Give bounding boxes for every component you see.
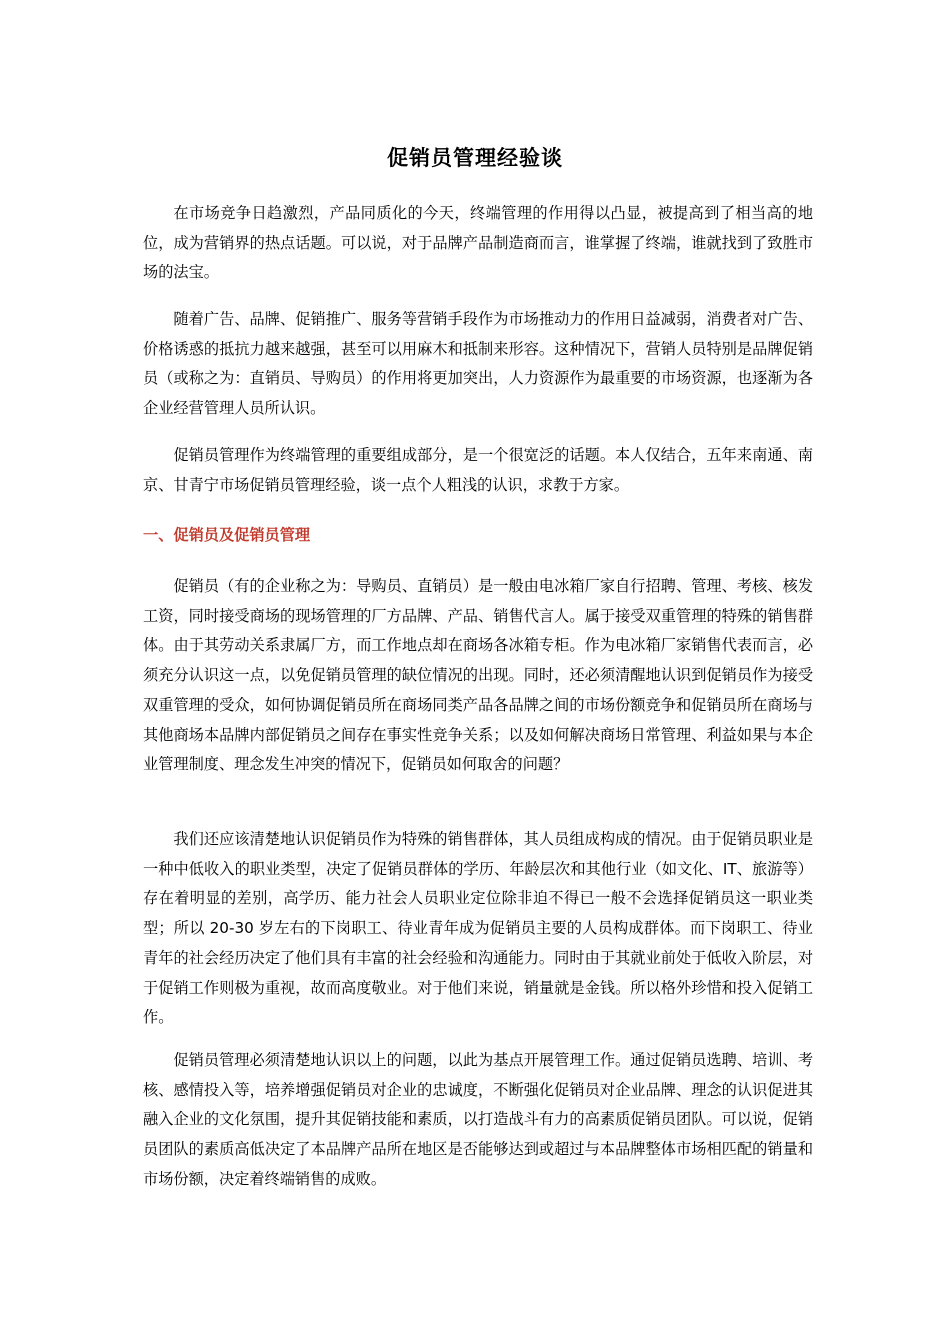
paragraph-background: 随着广告、品牌、促销推广、服务等营销手段作为市场推动力的作用日益减弱，消费者对广告、价格诱惑的抵抗力越来越强，甚至可以用麻木和抵制来形容。这种情况下，营销人员特别是品牌促销员（或称之为：直销员、导购员）的作用将更加突出，人力资源作为最重要的市场资源，也逐渐为各企业经营管理人员所认识。 xyxy=(143,310,813,418)
document-title: 促销员管理经验谈 xyxy=(387,146,563,170)
section-heading: 一、促销员及促销员管理 xyxy=(143,526,311,544)
paragraph-management: 促销员管理必须清楚地认识以上的问题，以此为基点开展管理工作。通过促销员选聘、培训、考核、感情投入等，培养增强促销员对企业的忠诚度，不断强化促销员对企业品牌、理念的认识促进其融入企业的文化氛围，提升其促销技能和素质，以打造战斗有力的高素质促销员团队。可以说，促销员团队的素质高低决定了本品牌产品所在地区是否能够达到或超过与本品牌整体市场相匹配的销量和市场份额，决定着终端销售的成败。 xyxy=(143,1051,813,1188)
paragraph-definition: 促销员（有的企业称之为：导购员、直销员）是一般由电冰箱厂家自行招聘、管理、考核、核发工资，同时接受商场的现场管理的厂方品牌、产品、销售代言人。属于接受双重管理的特殊的销售群体。由于其劳动关系隶属厂方，而工作地点却在商场各冰箱专柜。作为电冰箱厂家销售代表而言，必须充分认识这一点，以免促销员管理的缺位情况的出现。同时，还必须清醒地认识到促销员作为接受双重管理的受众，如何协调促销员所在商场同类产品各品牌之间的市场份额竞争和促销员所在商场与其他商场本品牌内部促销员之间存在事实性竞争关系；以及如何解决商场日常管理、利益如果与本企业管理制度、理念发生冲突的情况下，促销员如何取舍的问题？ xyxy=(143,577,813,774)
paragraph-composition: 我们还应该清楚地认识促销员作为特殊的销售群体，其人员组成构成的情况。由于促销员职业是一种中低收入的职业类型，决定了促销员群体的学历、年龄层次和其他行业（如文化、IT、旅游等）存在着明显的差别，高学历、能力社会人员职业定位除非迫不得已一般不会选择促销员这一职业类型；所以 20-30 岁左右的下岗职工、待业青年成为促销员主要的人员构成群体。而下岗职工、待业青年的社会经历决定了他们具有丰富的社会经验和沟通能力。同时由于其就业前处于低收入阶层，对于促销工作则极为重视，故而高度敬业。对于他们来说，销量就是金钱。所以格外珍惜和投入促销工作。 xyxy=(143,830,813,1027)
paragraph-intro: 在市场竞争日趋激烈，产品同质化的今天，终端管理的作用得以凸显，被提高到了相当高的地位，成为营销界的热点话题。可以说，对于品牌产品制造商而言，谁掌握了终端，谁就找到了致胜市场的法宝。 xyxy=(143,204,813,282)
paragraph-scope: 促销员管理作为终端管理的重要组成部分，是一个很宽泛的话题。本人仅结合，五年来南通、南京、甘青宁市场促销员管理经验，谈一点个人粗浅的认识，求教于方家。 xyxy=(143,446,813,494)
